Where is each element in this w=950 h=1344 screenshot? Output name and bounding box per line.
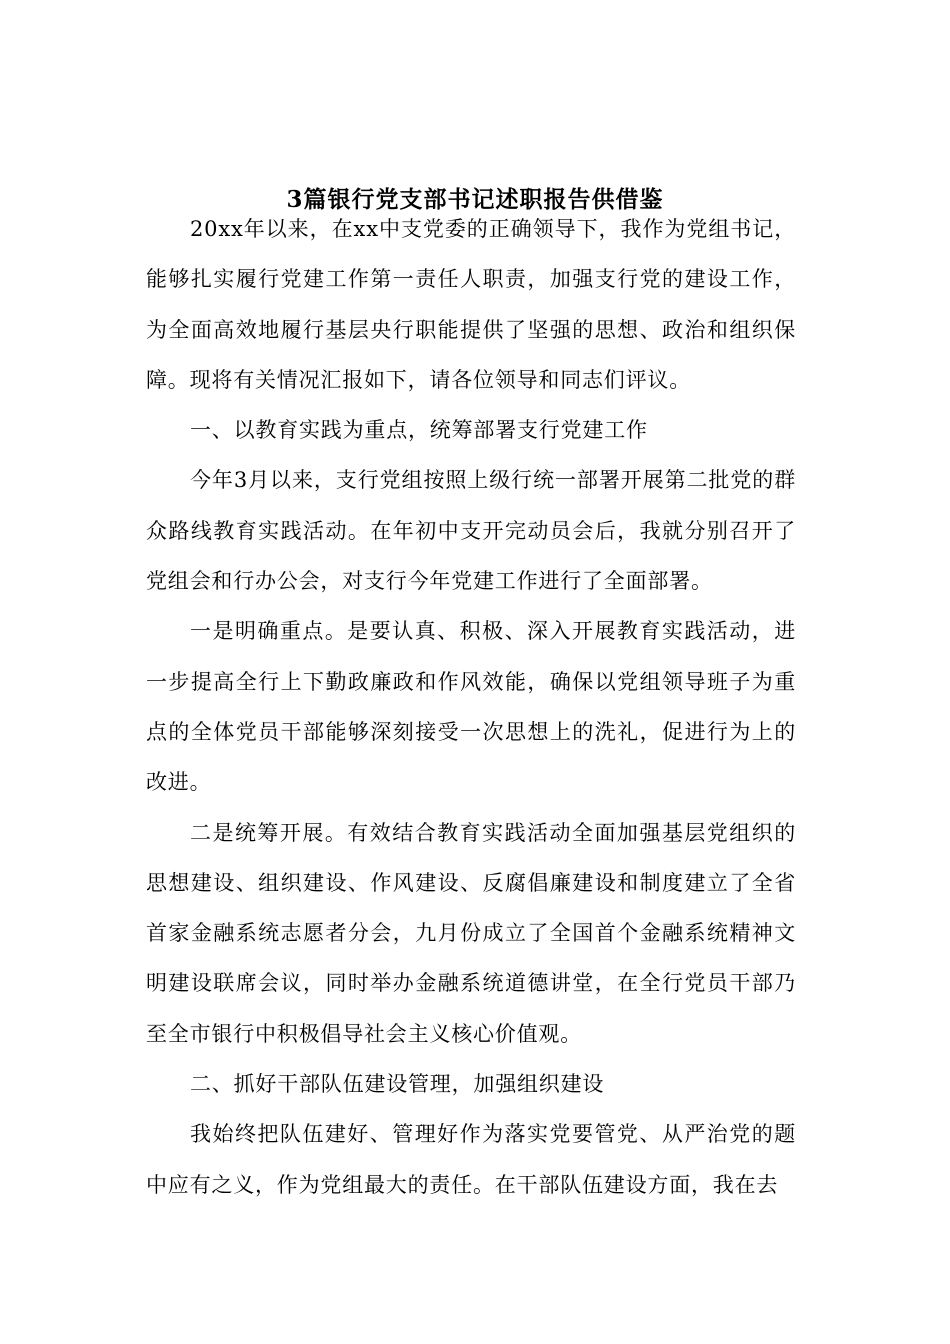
document-body xyxy=(146,204,796,1210)
paragraph: 一是明确重点。是要认真、积极、深入开展教育实践活动，进一步提高全行上下勤政廉政和作风效能，确保以党组领导班子为重点的全体党员干部能够深刻接受一次思想上的洗礼，促进行为上的改进。 xyxy=(146,619,796,795)
paragraph: 我始终把队伍建好、管理好作为落实党要管党、从严治党的题中应有之义，作为党组最大的责任。在干部队伍建设方面，我在去 xyxy=(146,1122,796,1197)
section-heading-1: 一、以教育实践为重点，统筹部署支行党建工作 xyxy=(190,418,648,443)
document-title: 3篇银行党支部书记述职报告供借鉴 xyxy=(286,186,664,213)
paragraph: 二是统筹开展。有效结合教育实践活动全面加强基层党组织的思想建设、组织建设、作风建设、反腐倡廉建设和制度建立了全省首家金融系统志愿者分会，九月份成立了全国首个金融系统精神文明建设联席会议，同时举办金融系统道德讲堂，在全行党员干部乃至全市银行中积极倡导社会主义核心价值观。 xyxy=(146,820,796,1046)
section-heading-2: 二、抓好干部队伍建设管理，加强组织建设 xyxy=(190,1072,605,1097)
paragraph-intro: 20xx年以来，在xx中支党委的正确领导下，我作为党组书记，能够扎实履行党建工作第一责任人职责，加强支行党的建设工作，为全面高效地履行基层央行职能提供了坚强的思想、政治和组织保障。现将有关情况汇报如下，请各位领导和同志们评议。 xyxy=(146,217,796,392)
paragraph: 今年3月以来，支行党组按照上级行统一部署开展第二批党的群众路线教育实践活动。在年初中支开完动员会后，我就分别召开了党组会和行办公会，对支行今年党建工作进行了全面部署。 xyxy=(146,468,796,594)
